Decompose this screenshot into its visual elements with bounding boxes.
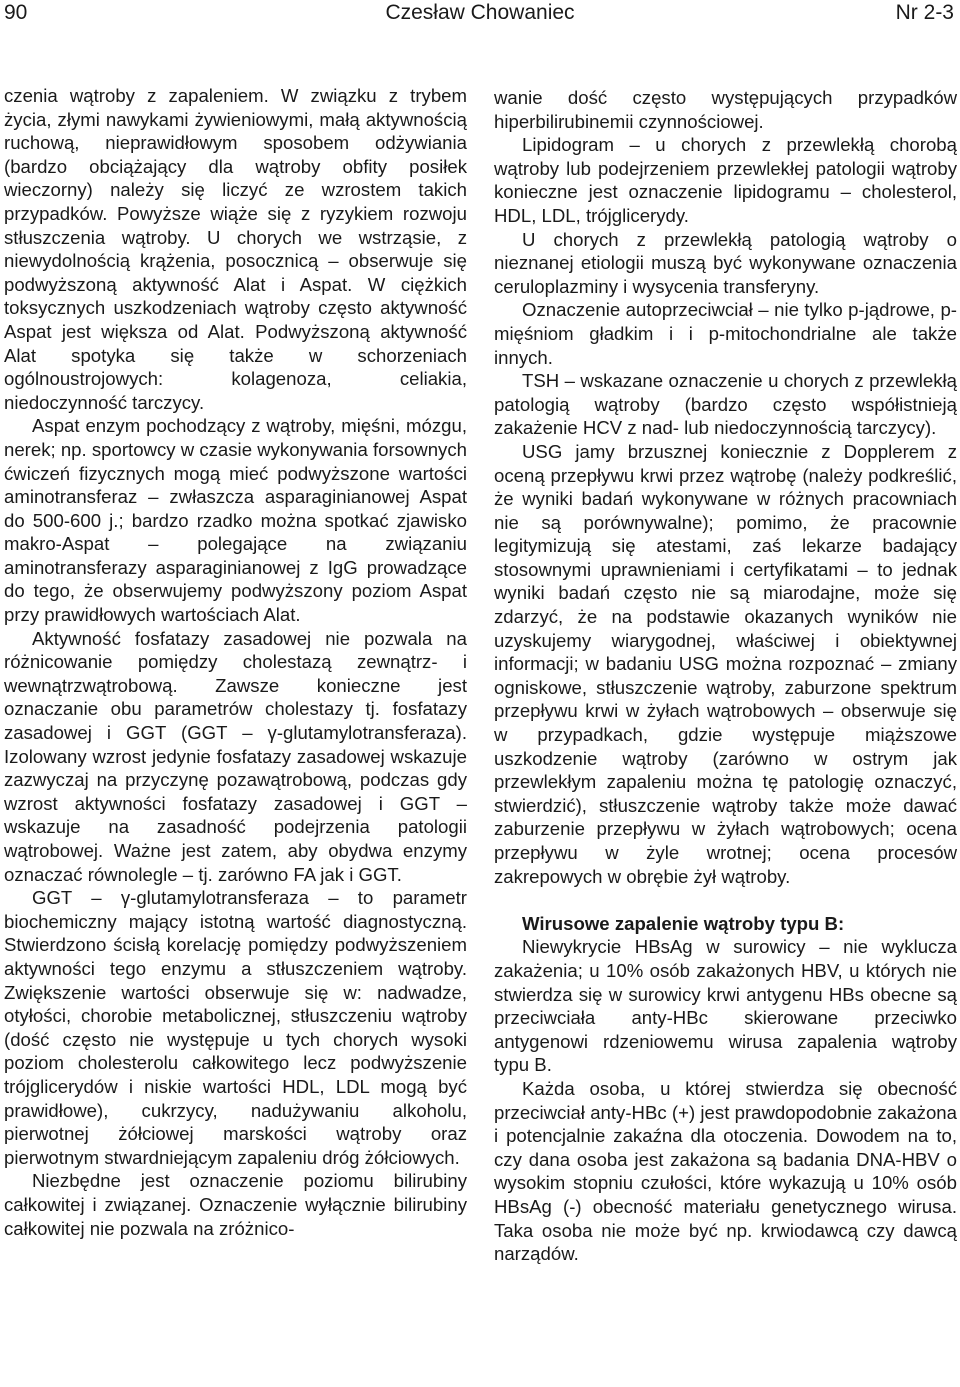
running-header	[0, 0, 960, 30]
right-paragraph-7: Niewykrycie HBsAg w surowicy – nie wyklucza zakażenia; u 10% osób zakażonych HBV, u których nie stwierdza się w surowicy krwi antygenu HBs obecne są przeciwciała anty-HBc skierowane przeciwko antygenowi rdzeniowemu wirusa zapalenia wątroby typu B.	[494, 936, 957, 1076]
page-number: 90	[4, 1, 28, 24]
right-paragraph-3: U chorych z przewlekłą patologią wątroby o nieznanej etiologii muszą być wykonywane oznaczenia ceruloplazminy i wysycenia transferyny.	[494, 228, 957, 297]
left-paragraph-2: Aspat enzym pochodzący z wątroby, mięśni, mózgu, nerek; np. sportowcy w czasie wykonywania forsownych ćwiczeń fizycznych mogą mieć podwyższone wartości aminotransferaz – zwłaszcza asparaginianowej Aspat do 500-600 j.; bardzo rzadko można spotkać zjawisko makro-Aspat – polegające na związaniu aminotransferazy asparaginianowej z IgG prowadzące do tego, że obserwujemy podwyższony poziom Aspat przy prawidłowych wartościach Alat.	[4, 415, 467, 626]
right-paragraph-5: TSH – wskazane oznaczenie u chorych z przewlekłą patologią wątroby (bardzo często współistnieją zakażenie HCV z nad- lub niedoczynnością tarczycy).	[494, 370, 957, 439]
issue-number: Nr 2-3	[895, 1, 954, 24]
right-paragraph-1: wanie dość często występujących przypadków hiperbilirubinemii czynnościowej.	[494, 87, 957, 132]
right-paragraph-2: Lipidogram – u chorych z przewlekłą chorobą wątroby lub podejrzeniem przewlekłej patologii wątroby konieczne jest oznaczenie lipidogramu – cholesterol, HDL, LDL, trójglicerydy.	[494, 134, 957, 226]
right-paragraph-6: USG jamy brzusznej koniecznie z Dopplerem z oceną przepływu krwi przez wątrobę (należy podkreślić, że wyniki badań wykonywane w różnych pracowniach nie są porównywalne); pomimo, że pracownie legitymizują się atestami, zaś lekarze badający stosownymi uprawnieniami i certyfikatami – to jednak wyniki badań często nie są miarodajne, może się zdarzyć, że na podstawie okazanych wyników nie uzyskujemy wiarygodnej, właściwej i obiektywnej informacji; w badaniu USG można rozpoznać – zmiany ogniskowe, stłuszczenie wątroby, zaburzone spektrum przepływu krwi w żyłach wątrobowych – obserwuje się w przypadkach, gdzie występuje miąższowe uszkodzenie wątroby (zarówno w ostrym jak przewlekłym zapaleniu można tę patologię oznaczyć, stwierdzić), stłuszczenie wątroby także może dawać zaburzenie przepływu w żyłach wątrobowych; ocena przepływu w żyle wrotnej; ocena procesów zakrepowych w obrębie żył wątroby.	[494, 440, 957, 887]
left-paragraph-3: Aktywność fosfatazy zasadowej nie pozwala na różnicowanie pomiędzy cholestazą zewnątrz- i wewnątrzwątrobową. Zawsze konieczne jest oznaczanie obu parametrów cholestazy tj. fosfatazy zasadowej i GGT (GGT – γ-glutamylotransferaza). Izolowany wzrost jedynie fosfatazy zasadowej wskazuje zazwyczaj na przyczynę pozawątrobową, podczas gdy wzrost aktywności fosfatazy zasadowej i GGT – wskazuje na zasadność podejrzenia patologii wątrobowej. Ważne jest zatem, aby obydwa enzymy oznaczać równolegle – tj. zarówno FA jak i GGT.	[4, 627, 467, 885]
section-heading-hbv: Wirusowe zapalenie wątroby typu B:	[522, 912, 845, 934]
running-author: Czesław Chowaniec	[385, 1, 575, 24]
left-paragraph-5: Niezbędne jest oznaczenie poziomu bilirubiny całkowitej i związanej. Oznaczenie wyłącznie bilirubiny całkowitej nie pozwala na zróżnico-	[4, 1170, 467, 1239]
left-column	[4, 84, 467, 1240]
right-paragraph-8: Każda osoba, u której stwierdza się obecność przeciwciał anty-HBc (+) jest prawdopodobnie zakażona i potencjalnie zakaźna dla otoczenia. Dowodem na to, czy dana osoba jest zakażona są badania DNA-HBV o wysokim stopniu czułości, które wykazują u 10% osób HBsAg (-) obecność materiału genetycznego wirusa. Taka osoba nie może być np. krwiodawcą czy dawcą narządów.	[494, 1077, 957, 1265]
right-paragraph-4: Oznaczenie autoprzeciwciał – nie tylko p-jądrowe, p-mięśniom gładkim i i p-mitochondrialne ale także innych.	[494, 299, 957, 368]
left-paragraph-4: GGT – γ-glutamylotransferaza – to parametr biochemiczny mający istotną wartość diagnostyczną. Stwierdzono ścisłą korelację pomiędzy podwyższeniem aktywności tego enzymu a stłuszczeniem wątroby. Zwiększenie wartości obserwuje się w: nadwadze, otyłości, chorobie metabolicznej, stłuszczeniu wątroby (dość często nie występuje u tych chorych wysoki poziom cholesterolu całkowitego lecz podwyższenie trójglicerydów i niskie wartości HDL, LDL mogą być prawidłowe), cukrzycy, nadużywaniu alkoholu, pierwotnej żółciowej marskości wątroby oraz pierwotnym stwardniejącym zapaleniu dróg żółciowych.	[4, 887, 467, 1168]
right-column	[494, 86, 957, 1266]
left-paragraph-1: czenia wątroby z zapaleniem. W związku z trybem życia, złymi nawykami żywieniowymi, małą aktywnością ruchową, nieprawidłowym sposobem odżywiania (bardzo obciążający dla wątroby obfity posiłek wieczorny) należy się liczyć ze wzrostem takich przypadków. Powyższe wiąże się z ryzykiem rozwoju stłuszczenia wątroby. U chorych we wstrząsie, z niewydolnością krążenia, posocznicą – obserwuje się podwyższoną aktywność Alat i Aspat. W ciężkich toksycznych uszkodzeniach wątroby często aktywność Aspat jest większa od Alat. Podwyższoną aktywność Alat spotyka się także w schorzeniach ogólnoustrojowych: kolagenoza, celiakia, niedoczynność tarczycy.	[4, 85, 467, 413]
